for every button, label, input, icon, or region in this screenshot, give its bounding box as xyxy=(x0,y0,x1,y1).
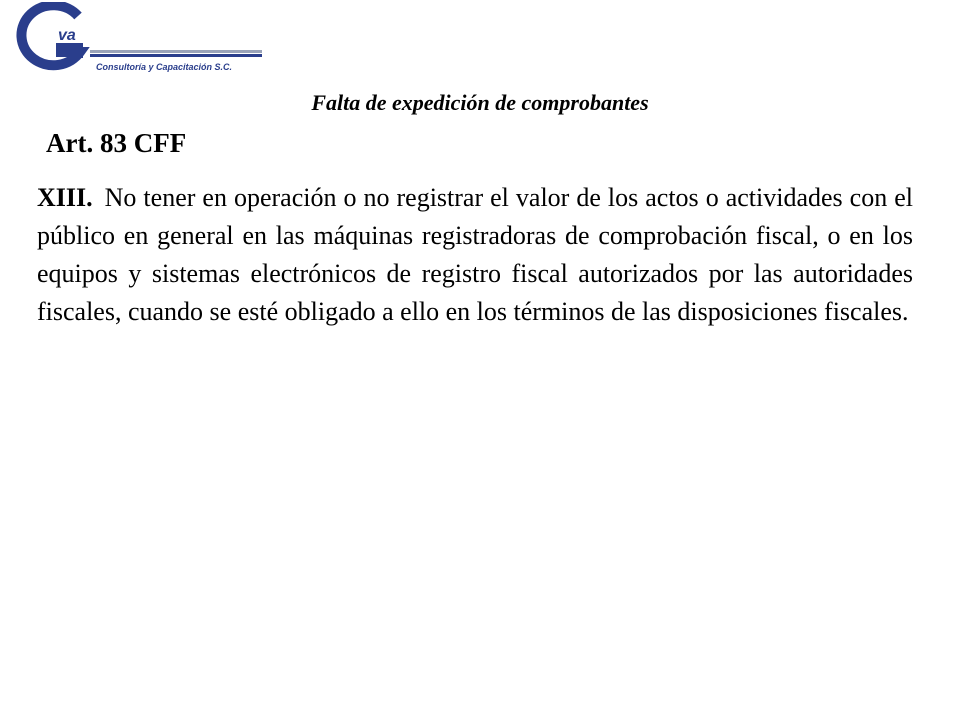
article-heading: Art. 83 CFF xyxy=(46,128,187,158)
logo-letters: va xyxy=(58,27,76,44)
company-logo xyxy=(4,2,266,78)
fraction-numeral: XIII. xyxy=(37,183,93,212)
logo-subtitle: Consultoría y Capacitación S.C. xyxy=(96,62,233,72)
article-fraction-text xyxy=(37,179,913,331)
fraction-body: No tener en operación o no registrar el valor de los actos o actividades con el público en general en las máquinas registradoras de comprobación fiscal, o en los equipos y sistemas electrónicos de registro fiscal autorizados por las autoridades fiscales, cuando se esté obligado a ello en los términos de las disposiciones fiscales. xyxy=(37,183,913,326)
slide-title: Falta de expedición de comprobantes xyxy=(311,90,649,115)
